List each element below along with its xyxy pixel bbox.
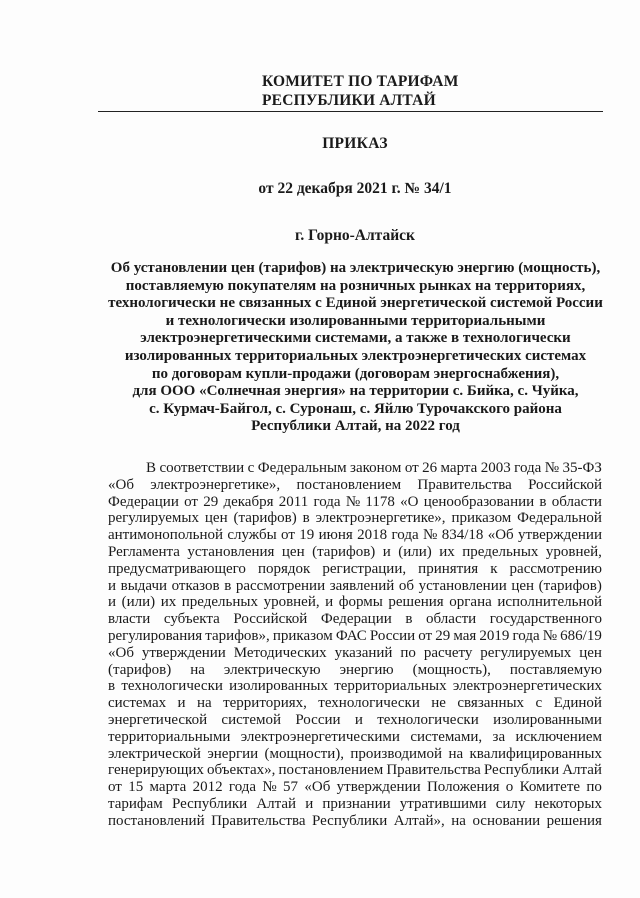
body-word: в	[539, 493, 547, 510]
body-word: указаний	[334, 644, 393, 661]
body-word: и	[177, 695, 186, 712]
subject-line: по договорам купли-продажи (договорам энергоснабжения),	[151, 365, 560, 382]
body-word: цен	[204, 510, 228, 527]
body-word: Федерации	[108, 493, 179, 510]
body-word: субъекта	[163, 611, 220, 628]
body-word: и	[325, 594, 334, 611]
body-word: производимой	[350, 745, 443, 762]
body-word: Республики	[312, 812, 388, 829]
body-word: «Об	[108, 644, 134, 661]
body-word: заявлений	[329, 577, 395, 594]
body-word: и	[108, 594, 117, 611]
order-city: г. Горно-Алтайск	[295, 227, 415, 244]
body-word: Регламента	[108, 543, 180, 560]
body-line	[108, 594, 602, 611]
body-word: исключением	[515, 728, 602, 745]
body-word: В	[146, 460, 157, 476]
body-word: Федерации	[320, 611, 392, 628]
body-word: «Об	[487, 527, 514, 544]
body-line	[108, 678, 602, 695]
body-word: в	[405, 611, 413, 628]
body-word: законом	[350, 460, 402, 476]
body-word: объектах»,	[207, 762, 276, 779]
body-word: 29	[435, 627, 451, 644]
body-word: в	[302, 510, 310, 527]
body-line	[108, 813, 602, 830]
body-word: с	[535, 695, 543, 712]
body-word: изолированными	[493, 711, 602, 728]
body-word: и	[382, 543, 391, 560]
body-word: системами,	[410, 728, 483, 745]
subject-line: изолированных территориальных электроэнергетических системах	[124, 347, 587, 364]
body-word: утратившими	[399, 795, 487, 812]
authority-line-2: РЕСПУБЛИКИ АЛТАЙ	[262, 92, 436, 109]
body-word: с	[247, 460, 255, 476]
body-word: силу	[495, 795, 526, 812]
body-line	[108, 796, 602, 813]
body-word: Республики	[483, 762, 560, 779]
body-word: утверждении	[518, 527, 602, 544]
body-word: 29	[203, 493, 219, 510]
body-word: генерирующих	[108, 762, 204, 779]
body-word: постановлением	[278, 762, 384, 779]
body-word: от	[108, 779, 122, 796]
subject-line: Республики Алтай, на 2022 год	[251, 418, 460, 435]
body-line	[108, 611, 602, 628]
document-type-title: ПРИКАЗ	[322, 135, 388, 152]
body-word: (тарифов)	[538, 577, 602, 594]
subject-line: электроэнергетическими системами, а также в технологически	[140, 330, 571, 347]
body-word: и	[305, 795, 314, 812]
body-word: и	[108, 577, 117, 594]
body-word: регулируемых	[480, 644, 572, 661]
body-word: мая	[453, 627, 477, 644]
body-word: соответствии	[159, 460, 245, 476]
body-word: государственного	[489, 611, 602, 628]
body-word: цен	[281, 543, 305, 560]
body-word: ФАС	[335, 627, 367, 644]
body-word: рассмотрению	[509, 560, 602, 577]
body-word: порядок	[257, 560, 311, 577]
body-word: 686/19	[560, 627, 602, 644]
body-word: установлении	[418, 577, 507, 594]
order-preamble-text	[108, 460, 602, 830]
body-word: 57	[283, 779, 299, 796]
body-word: некоторых	[534, 795, 602, 812]
body-word: энергию	[339, 661, 394, 678]
body-line	[108, 527, 602, 544]
body-line	[108, 477, 602, 494]
body-word: предельных	[181, 594, 258, 611]
body-word: на	[451, 812, 466, 829]
body-word: года	[313, 493, 341, 510]
body-word: 2019	[479, 627, 510, 644]
body-line	[108, 695, 602, 712]
issuing-authority	[262, 72, 459, 110]
body-word: отказов	[171, 577, 220, 594]
body-word: электроэнергетических	[452, 678, 602, 695]
body-word: технологически	[377, 711, 479, 728]
body-word: 26	[422, 460, 438, 476]
body-word: признании	[322, 795, 391, 812]
body-line	[108, 779, 602, 796]
body-word: области	[551, 493, 602, 510]
body-word: 2003	[480, 460, 511, 476]
body-word: поставляемую	[509, 661, 602, 678]
subject-line: с. Курмач-Байгол, с. Суронаш, с. Яйлю Турочакского района	[149, 400, 562, 417]
body-word: в	[108, 678, 116, 695]
body-word: к	[490, 560, 498, 577]
body-word: не	[431, 695, 446, 712]
body-word: июня	[318, 527, 353, 544]
body-word: 2012	[192, 779, 223, 796]
body-word: Методических	[233, 644, 327, 661]
body-word: территориях,	[223, 695, 307, 712]
body-word: тарифам	[108, 795, 163, 812]
body-word: Российской	[528, 476, 602, 493]
body-word: предусматривающего	[108, 560, 246, 577]
body-line	[108, 561, 602, 578]
body-word: исполнительной	[497, 594, 602, 611]
body-word: цен	[511, 577, 535, 594]
body-word: 2018	[357, 527, 388, 544]
body-word: (мощности),	[264, 745, 344, 762]
body-word: технологически	[121, 678, 223, 695]
body-word: энергии	[207, 745, 259, 762]
body-word: «О	[400, 493, 419, 510]
body-word: области	[426, 611, 477, 628]
subject-line: и технологически изолированными территориальными	[165, 312, 546, 329]
body-word: выдачи	[120, 577, 168, 594]
body-word: принятия	[418, 560, 479, 577]
body-word: основании	[472, 812, 541, 829]
body-word: от	[418, 627, 433, 644]
body-line	[108, 729, 602, 746]
body-word: Республики	[171, 795, 248, 812]
body-word: электрической	[108, 745, 201, 762]
body-word: (или)	[398, 543, 432, 560]
body-word: (или)	[121, 594, 156, 611]
body-word: Правительства	[211, 812, 306, 829]
body-word: и	[354, 711, 363, 728]
body-word: уровней,	[263, 594, 320, 611]
body-word: на	[196, 695, 212, 712]
body-word: года	[512, 627, 540, 644]
subject-line: Об установлении цен (тарифов) на электрическую энергию (мощность),	[110, 260, 601, 276]
body-word: антимонопольной	[108, 527, 223, 544]
body-word: цен	[579, 644, 602, 661]
body-word: года	[514, 460, 542, 476]
order-date-number: от 22 декабря 2021 г. № 34/1	[258, 180, 452, 197]
body-word: на	[448, 745, 464, 762]
body-word: №	[542, 627, 558, 644]
body-word: власти	[108, 611, 151, 628]
body-word: 35-ФЗ	[562, 460, 602, 476]
body-word: (тарифов)	[233, 510, 297, 527]
body-word: тарифов»,	[205, 627, 270, 644]
body-word: рассмотрении	[235, 577, 326, 594]
body-word: электрическую	[223, 661, 321, 678]
body-word: Алтай»,	[393, 812, 445, 829]
authority-line-1: КОМИТЕТ ПО ТАРИФАМ	[262, 73, 459, 90]
body-line	[108, 712, 602, 729]
body-word: №	[544, 460, 560, 476]
body-word: территориальных	[334, 678, 447, 695]
body-word: Алтай	[562, 762, 602, 779]
body-line	[108, 460, 602, 477]
body-word: органа	[449, 594, 492, 611]
body-word: в	[224, 577, 232, 594]
body-word: службы	[227, 527, 277, 544]
body-word: квалифицированных	[469, 745, 602, 762]
body-word: связанных	[457, 695, 525, 712]
order-subject	[98, 260, 613, 436]
body-word: «Об	[304, 779, 331, 796]
body-word: декабря	[223, 493, 274, 510]
body-word: регистрации,	[322, 560, 407, 577]
body-word: №	[262, 779, 277, 796]
body-word: постановлений	[108, 812, 205, 829]
body-word: о	[505, 779, 514, 796]
body-word: регулируемых	[108, 510, 199, 527]
body-word: Единой	[553, 695, 602, 712]
body-word: решения	[546, 812, 602, 829]
body-word: электроэнергетике»,	[150, 476, 281, 493]
body-word: Комитете	[519, 779, 581, 796]
body-word: Российской	[233, 611, 308, 628]
body-word: приказом	[272, 627, 333, 644]
body-word: на	[190, 661, 205, 678]
body-word: формы	[338, 594, 383, 611]
body-word: энергетической	[108, 711, 208, 728]
body-word: года	[391, 527, 419, 544]
body-line	[108, 628, 602, 645]
subject-line: для ООО «Солнечная энергия» на территории с. Бийка, с. Чуйка,	[132, 383, 579, 400]
body-word: 15	[128, 779, 144, 796]
subject-line: поставляемую покупателям на розничных рынках на территориях,	[125, 277, 586, 294]
body-word: 19	[299, 527, 315, 544]
header-divider	[98, 111, 603, 112]
body-word: регулирования	[108, 627, 203, 644]
body-word: территориальными	[108, 728, 231, 745]
body-word: России	[295, 711, 341, 728]
body-word: изолированных	[229, 678, 328, 695]
body-word: 2011	[278, 493, 309, 510]
body-word: №	[423, 527, 438, 544]
body-word: установления	[187, 543, 275, 560]
body-word: Правительства	[386, 762, 481, 779]
body-word: по	[586, 779, 602, 796]
body-line	[108, 544, 602, 561]
body-word: марта	[440, 460, 478, 476]
body-line	[108, 578, 602, 595]
body-word: Алтай	[256, 795, 297, 812]
body-word: технологически	[318, 695, 420, 712]
body-word: Положения	[426, 779, 500, 796]
body-word: марта	[149, 779, 187, 796]
body-word: (мощность),	[412, 661, 491, 678]
body-line	[108, 662, 602, 679]
body-line	[108, 494, 602, 511]
body-word: №	[345, 493, 361, 510]
body-word: (тарифов)	[312, 543, 376, 560]
body-word: (тарифов)	[108, 661, 172, 678]
body-word: приказом	[451, 510, 512, 527]
body-word: решения	[388, 594, 444, 611]
body-word: России	[369, 627, 416, 644]
body-word: об	[398, 577, 414, 594]
body-word: системой	[221, 711, 281, 728]
body-line	[108, 762, 602, 779]
body-word: утверждении	[141, 644, 226, 661]
body-word: года	[228, 779, 257, 796]
body-word: «Об	[108, 476, 134, 493]
body-word: расчету	[423, 644, 473, 661]
body-line	[108, 510, 602, 527]
body-word: за	[492, 728, 506, 745]
body-word: от	[281, 527, 295, 544]
body-line	[108, 746, 602, 763]
body-word: 1178	[365, 493, 395, 510]
body-word: их	[439, 543, 455, 560]
body-word: уровней,	[545, 543, 602, 560]
body-word: электроэнергетическими	[240, 728, 400, 745]
body-word: 834/18	[441, 527, 484, 544]
body-word: их	[160, 594, 177, 611]
body-word: Правительства	[417, 476, 512, 493]
body-word: Федеральным	[257, 460, 347, 476]
body-word: предельных	[462, 543, 539, 560]
body-word: от	[184, 493, 198, 510]
body-word: электроэнергетике»,	[315, 510, 446, 527]
body-word: ценообразовании	[423, 493, 535, 510]
body-word: постановлением	[296, 476, 402, 493]
body-word: системах	[108, 695, 167, 712]
body-line	[108, 645, 602, 662]
body-word: от	[404, 460, 419, 476]
subject-line: технологически не связанных с Единой энергетической системой России	[108, 295, 603, 312]
body-word: Федеральной	[517, 510, 602, 527]
body-word: по	[400, 644, 416, 661]
body-word: утверждении	[336, 779, 421, 796]
